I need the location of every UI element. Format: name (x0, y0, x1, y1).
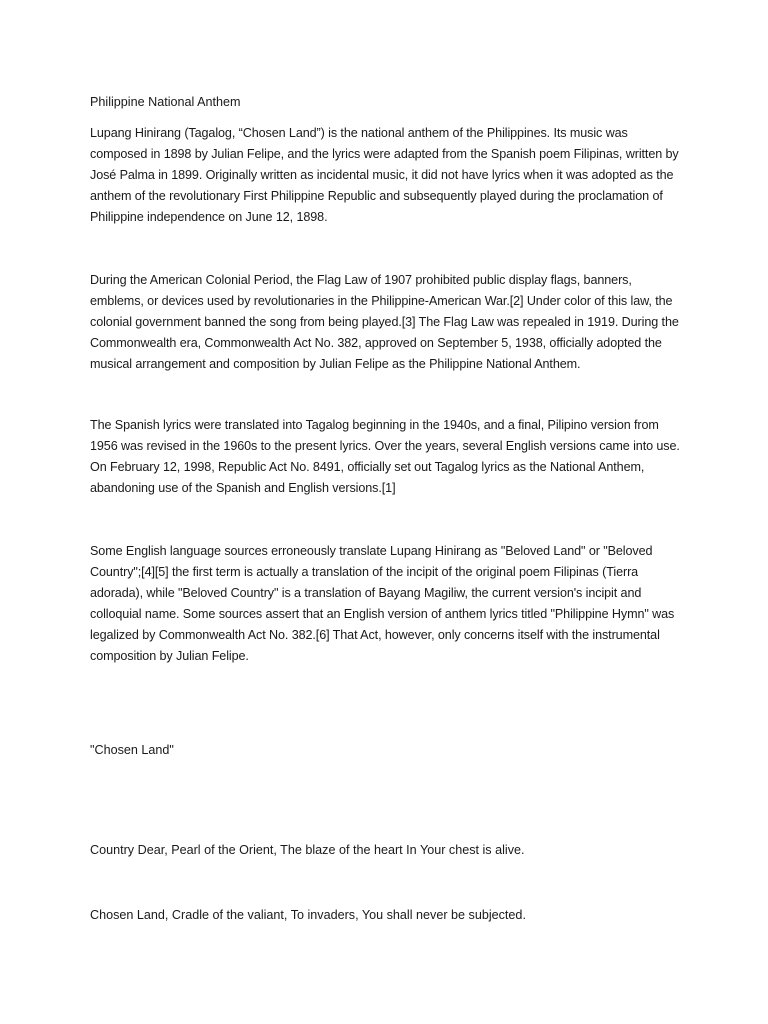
verse-line-1: Country Dear, Pearl of the Orient, The blaze of the heart In Your chest is alive. (90, 843, 525, 857)
paragraph-english-sources: Some English language sources erroneously translate Lupang Hinirang as "Beloved Land" or "Beloved Country";[4][5] the first term is actually a translation of the incipit of the original poem Filipinas (Tierra adorada), while "Beloved Country" is a translation of Bayang Magiliw, the current version's incipit and colloquial name. Some sources assert that an English version of anthem lyrics titled "Philippine Hymn" was legalized by Commonwealth Act No. 382.[6] That Act, however, only concerns itself with the instrumental composition by Julian Felipe. (90, 544, 675, 663)
paragraph-intro: Lupang Hinirang (Tagalog, “Chosen Land”) is the national anthem of the Philippines. Its music was composed in 1898 by Julian Felipe, and the lyrics were adapted from the Spanish poem Filipinas, written by José Palma in 1899. Originally written as incidental music, it did not have lyrics when it was adopted as the anthem of the revolutionary First Philippine Republic and subsequently played during the proclamation of Philippine independence on June 12, 1898. (90, 126, 679, 224)
paragraph-colonial-period: During the American Colonial Period, the Flag Law of 1907 prohibited public display flags, banners, emblems, or devices used by revolutionaries in the Philippine-American War.[2] Under color of this law, the colonial government banned the song from being played.[3] The Flag Law was repealed in 1919. During the Commonwealth era, Commonwealth Act No. 382, approved on September 5, 1938, officially adopted the musical arrangement and composition by Julian Felipe as the Philippine National Anthem. (90, 273, 679, 371)
paragraph-translation: The Spanish lyrics were translated into Tagalog beginning in the 1940s, and a final, Pilipino version from 1956 was revised in the 1960s to the present lyrics. Over the years, several English versions came into use. On February 12, 1998, Republic Act No. 8491, officially set out Tagalog lyrics as the National Anthem, abandoning use of the Spanish and English versions.[1] (90, 418, 680, 495)
verse-line-2: Chosen Land, Cradle of the valiant, To invaders, You shall never be subjected. (90, 908, 526, 922)
song-title: "Chosen Land" (90, 743, 174, 757)
document-title: Philippine National Anthem (90, 95, 241, 109)
